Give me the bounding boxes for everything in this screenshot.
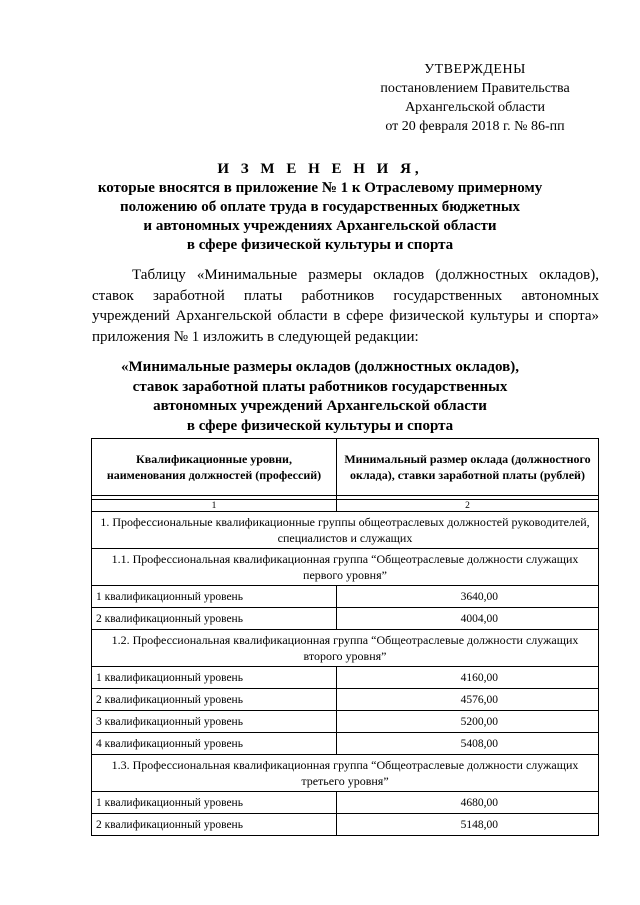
group-row	[92, 755, 599, 792]
table-header-row	[92, 439, 599, 496]
value-cell: 4004,00	[337, 608, 599, 630]
section-title: 1. Профессиональные квалификационные группы общеотраслевых должностей руководителей, специалистов и служащих	[92, 512, 599, 549]
group-title: 1.3. Профессиональная квалификационная группа “Общеотраслевые должности служащих третьего уровня”	[92, 755, 599, 792]
document-heading	[90, 160, 550, 255]
table-row	[92, 733, 599, 755]
table-row	[92, 792, 599, 814]
header-salary: Минимальный размер оклада (должностного оклада), ставки заработной платы (рублей)	[337, 439, 599, 496]
table-title-line-3: автономных учреждений Архангельской области	[153, 398, 487, 414]
level-cell: 2 квалификационный уровень	[92, 814, 337, 836]
group-row	[92, 549, 599, 586]
heading-line-4: в сфере физической культуры и спорта	[186, 237, 454, 253]
group-title: 1.1. Профессиональная квалификационная группа “Общеотраслевые должности служащих первого уровня”	[92, 549, 599, 586]
level-cell: 1 квалификационный уровень	[92, 586, 337, 608]
value-cell: 5200,00	[337, 711, 599, 733]
paragraph-text: Таблицу «Минимальные размеры окладов (должностных окладов), ставок заработной платы работников государственных автономных учреждений Архангельской области в сфере физической культуры и спорта» приложения № 1 изложить в следующей редакции:	[92, 267, 599, 345]
value-cell: 4576,00	[337, 689, 599, 711]
table-title	[100, 358, 540, 436]
value-cell: 5148,00	[337, 814, 599, 836]
table-title-line-1: «Минимальные размеры окладов (должностных окладов),	[121, 359, 519, 375]
approval-block	[360, 60, 590, 136]
value-cell: 4160,00	[337, 667, 599, 689]
heading-title: И З М Е Н Е Н И Я,	[217, 161, 423, 177]
table-row	[92, 608, 599, 630]
heading-line-2: положению об оплате труда в государственных бюджетных	[119, 199, 521, 215]
table-row	[92, 667, 599, 689]
heading-line-3: и автономных учреждениях Архангельской области	[143, 218, 497, 234]
table-row	[92, 814, 599, 836]
value-cell: 5408,00	[337, 733, 599, 755]
heading-line-1: которые вносятся в приложение № 1 к Отраслевому примерному	[97, 180, 543, 196]
table-row	[92, 711, 599, 733]
salary-table	[91, 438, 599, 836]
approval-line-3: от 20 февраля 2018 г. № 86-пп	[385, 119, 565, 134]
table-title-line-2: ставок заработной платы работников государственных	[132, 378, 508, 395]
header-qualification: Квалификационные уровни, наименования должностей (профессий)	[92, 439, 337, 496]
level-cell: 3 квалификационный уровень	[92, 711, 337, 733]
table-title-line-4: в сфере физической культуры и спорта	[186, 417, 454, 434]
column-number-row	[92, 500, 599, 512]
section-row	[92, 512, 599, 549]
approval-line-1: постановлением Правительства	[380, 81, 570, 96]
group-row	[92, 630, 599, 667]
approval-title: УТВЕРЖДЕНЫ	[424, 62, 526, 77]
approval-line-2: Архангельской области	[405, 100, 545, 115]
value-cell: 3640,00	[337, 586, 599, 608]
group-title: 1.2. Профессиональная квалификационная группа “Общеотраслевые должности служащих второго уровня”	[92, 630, 599, 667]
column-number-2: 2	[337, 500, 599, 512]
column-number-1: 1	[92, 500, 337, 512]
value-cell: 4680,00	[337, 792, 599, 814]
level-cell: 4 квалификационный уровень	[92, 733, 337, 755]
level-cell: 2 квалификационный уровень	[92, 608, 337, 630]
level-cell: 2 квалификационный уровень	[92, 689, 337, 711]
table-row	[92, 689, 599, 711]
level-cell: 1 квалификационный уровень	[92, 667, 337, 689]
table-row	[92, 586, 599, 608]
body-paragraph	[92, 265, 599, 347]
level-cell: 1 квалификационный уровень	[92, 792, 337, 814]
